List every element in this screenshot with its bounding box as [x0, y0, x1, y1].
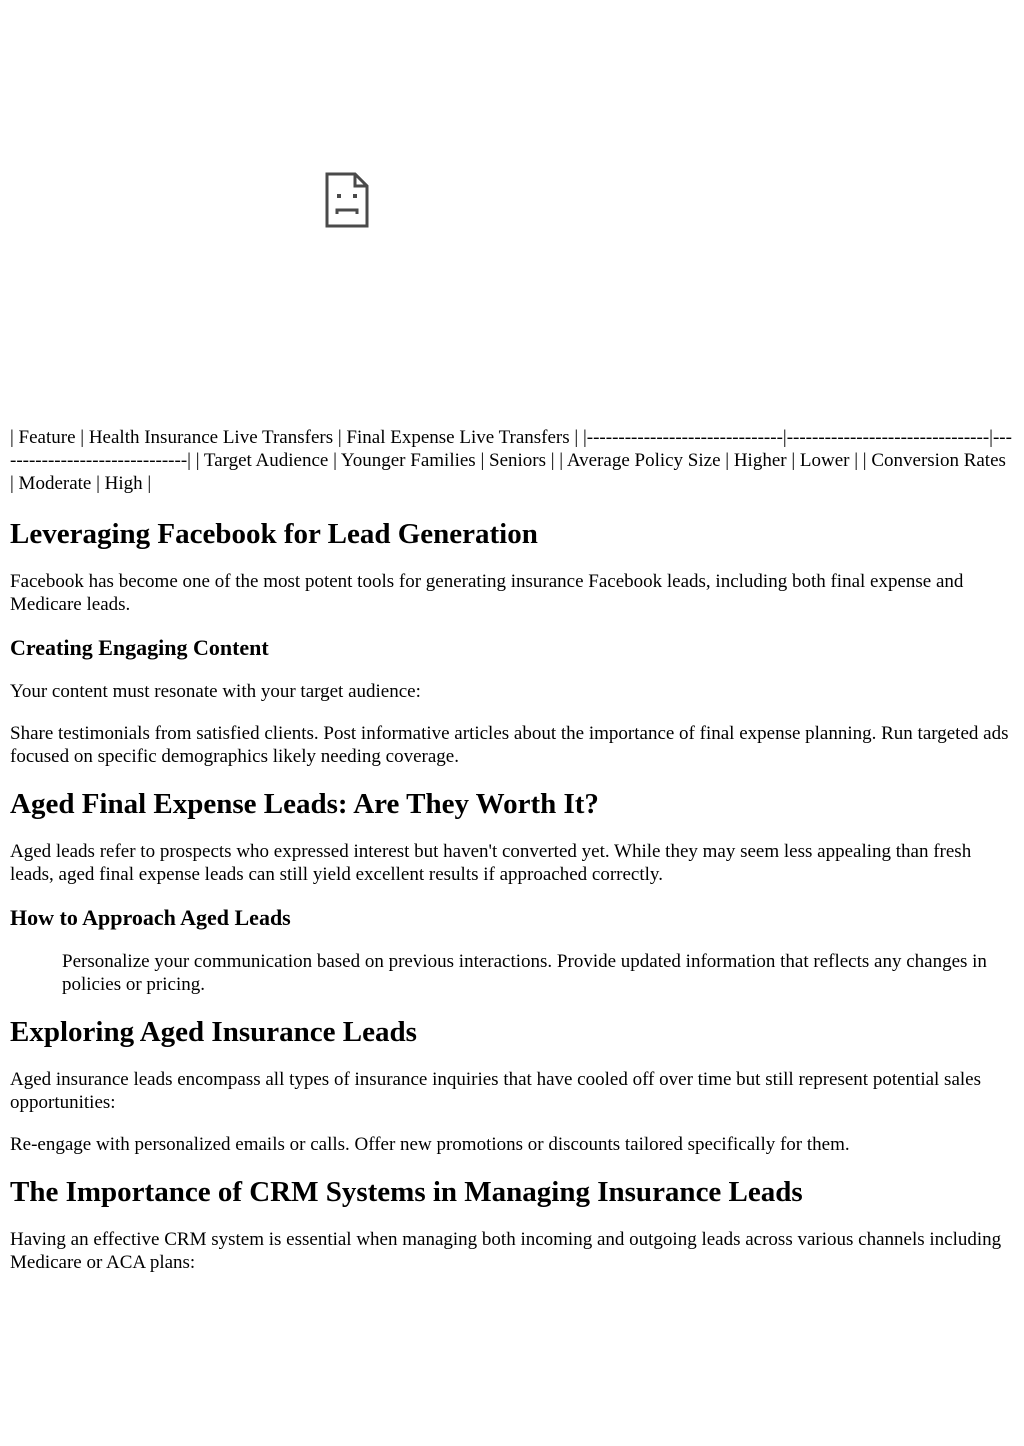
paragraph-aged-leads-intro: Aged leads refer to prospects who expressed interest but haven't converted yet. While they may seem less appealing than fresh leads, aged final expense leads can still yield excellent results if approached correctly.: [10, 841, 972, 885]
paragraph-content-tips: Share testimonials from satisfied clients. Post informative articles about the importance of final expense planning. Run targeted ads focused on specific demographics likely needing coverage.: [10, 723, 1009, 767]
article-content: [10, 426, 1014, 1293]
paragraph-aged-insurance-intro: Aged insurance leads encompass all types of insurance inquiries that have cooled off over time but still represent potential sales opportunities:: [10, 1069, 981, 1113]
quote-text: Personalize your communication based on previous interactions. Provide updated information that reflects any changes in policies or pricing.: [62, 951, 987, 995]
heading-crm-systems: The Importance of CRM Systems in Managing Insurance Leads: [10, 1176, 803, 1208]
heading-aged-insurance-leads: Exploring Aged Insurance Leads: [10, 1016, 417, 1048]
comparison-table-text: | Feature | Health Insurance Live Transfers | Final Expense Live Transfers | |-------------------------------|--------------------------------|-------------------------------| | Target Audience | Younger Families | Seniors | | Average Policy Size | Higher | Lower | | Conversion Rates | Moderate | High |: [10, 427, 1012, 494]
paragraph-reengage: Re-engage with personalized emails or calls. Offer new promotions or discounts tailored specifically for them.: [10, 1134, 850, 1155]
paragraph-facebook-intro: Facebook has become one of the most potent tools for generating insurance Facebook leads, including both final expense and Medicare leads.: [10, 571, 964, 615]
subheading-engaging-content: Creating Engaging Content: [10, 635, 269, 660]
paragraph-crm-intro: Having an effective CRM system is essential when managing both incoming and outgoing leads across various channels including Medicare or ACA plans:: [10, 1229, 1002, 1273]
subheading-approach-aged-leads: How to Approach Aged Leads: [10, 905, 291, 930]
broken-image-placeholder: [10, 0, 682, 420]
paragraph-content-resonate: Your content must resonate with your target audience:: [10, 681, 421, 702]
heading-aged-final-expense: Aged Final Expense Leads: Are They Worth It?: [10, 788, 599, 820]
quote-approach-tips: [62, 950, 1014, 996]
heading-facebook-lead-generation: Leveraging Facebook for Lead Generation: [10, 518, 538, 550]
broken-image-icon: [325, 172, 369, 228]
